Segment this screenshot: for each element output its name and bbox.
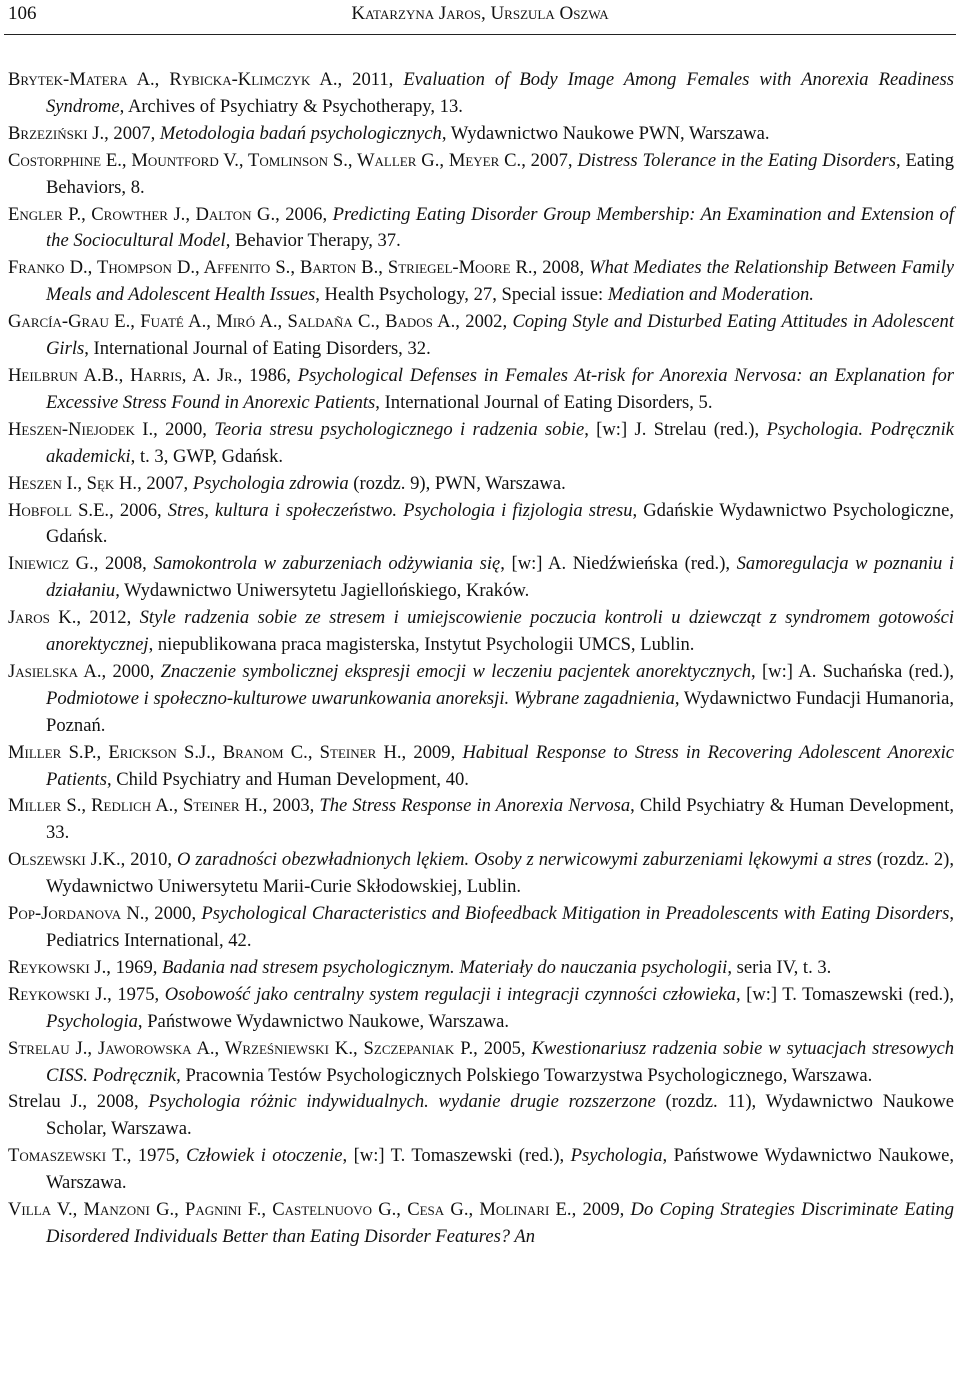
- reference-authors: Reykowski J.: [8, 983, 108, 1005]
- reference-authors: Heilbrun A.B., Harris, A. Jr.: [8, 364, 238, 386]
- reference-authors: Olszewski J.K.: [8, 849, 121, 871]
- reference-year: , 1969,: [106, 956, 163, 978]
- reference-authors: Hobfoll S.E.: [8, 499, 110, 521]
- reference-authors: Reykowski J.: [8, 956, 107, 978]
- reference-entry: [8, 740, 954, 794]
- reference-entry: [8, 309, 954, 363]
- reference-title: Style radzenia sobie ze stresem i umiejscowienie poczucia kontroli u dziewcząt z syndromem gotowości anorektycznej: [46, 607, 955, 656]
- reference-title: Psychologia zdrowia: [192, 472, 349, 494]
- reference-title: Psychologia różnic indywidualnych. wydanie drugie rozszerzone: [148, 1091, 656, 1113]
- reference-title-secondary: Mediation and Moderation.: [607, 284, 814, 306]
- reference-authors: Villa V., Manzoni G., Pagnini F., Castelnuovo G., Cesa G., Molinari E.: [8, 1199, 572, 1221]
- reference-source-secondary: , Wydawnictwo Fundacji Humanoria, Poznań.: [46, 687, 954, 736]
- reference-title: Osobowość jako centralny system regulacji i integracji czynności człowieka: [164, 983, 736, 1005]
- reference-entry: [8, 363, 954, 417]
- reference-title-secondary: Psychologia. Podręcznik akademicki: [46, 418, 955, 467]
- reference-authors: Strelau J., Jaworowska A., Wrześniewski K., Szczepaniak P.: [8, 1037, 474, 1059]
- reference-year: , 2007,: [104, 122, 160, 144]
- running-head: Katarzyna Jaros, Urszula Oszwa: [351, 3, 609, 24]
- reference-year: , 2007,: [137, 472, 193, 494]
- reference-source-secondary: , Państwowe Wydawnictwo Naukowe, Warszawa.: [137, 1010, 509, 1032]
- reference-entry: [8, 148, 954, 202]
- reference-source: , Behavior Therapy, 37.: [225, 230, 401, 252]
- reference-list: [8, 67, 954, 1251]
- reference-source: , Child Psychiatry & Human Development, 33.: [46, 795, 955, 844]
- reference-title: Metodologia badań psychologicznych: [159, 122, 442, 144]
- reference-source: , International Journal of Eating Disorders, 5.: [375, 391, 713, 413]
- reference-entry: [8, 551, 954, 605]
- reference-source: , Health Psychology, 27, Special issue:: [315, 284, 608, 306]
- reference-authors: Costorphine E., Mountford V., Tomlinson S., Waller G., Meyer C.: [8, 149, 522, 171]
- reference-authors: Jaros K.: [8, 607, 77, 629]
- reference-title: The Stress Response in Anorexia Nervosa: [319, 795, 631, 817]
- reference-source: , Archives of Psychiatry & Psychotherapy, 13.: [119, 95, 463, 117]
- reference-authors: Brytek-Matera A., Rybicka-Klimczyk A.: [8, 69, 338, 90]
- reference-title: Kwestionariusz radzenia sobie w sytuacjach stresowych CISS. Podręcznik: [46, 1037, 955, 1086]
- reference-authors: Miller S., Redlich A., Steiner H.: [8, 795, 263, 817]
- reference-authors: Iniewicz G.: [8, 553, 94, 575]
- reference-authors: Miller S.P., Erickson S.J., Branom C., Steiner H.: [8, 741, 402, 763]
- reference-authors: Heszen I., Sęk H.: [8, 472, 138, 494]
- reference-authors: Tomaszewski T.: [8, 1145, 127, 1167]
- reference-entry: [8, 793, 954, 847]
- reference-title: Predicting Eating Disorder Group Membership: An Examination and Extension of the Sociocultural Model: [46, 203, 954, 252]
- reference-source: , [w:] A. Niedźwieńska (red.),: [500, 553, 737, 575]
- reference-entry: [8, 202, 954, 256]
- reference-source: , seria IV, t. 3.: [727, 956, 832, 978]
- reference-title: Coping Style and Disturbed Eating Attitudes in Adolescent Girls: [46, 311, 955, 360]
- reference-entry: [8, 498, 954, 552]
- reference-title: O zaradności obezwładnionych lękiem. Osoby z nerwicowymi zaburzeniami lękowymi a stres: [177, 849, 872, 871]
- reference-title-secondary: Samoregulacja w poznaniu i działaniu: [46, 553, 955, 602]
- reference-authors: Heszen-Niejodek I.: [8, 418, 154, 440]
- reference-source: , Pracownia Testów Psychologicznych Polskiego Towarzystwa Psychologicznego, Warszawa.: [176, 1064, 873, 1086]
- reference-year: , 2006,: [109, 499, 168, 521]
- reference-year: , 2000,: [101, 660, 161, 682]
- header-rule: [4, 34, 956, 35]
- reference-entry: [8, 1036, 954, 1090]
- page-header: [0, 0, 960, 38]
- reference-title: Teoria stresu psychologicznego i radzenia sobie: [214, 418, 585, 440]
- reference-source: , [w:] A. Suchańska (red.),: [751, 660, 955, 682]
- reference-title-secondary: Podmiotowe i społeczno-kulturowe uwarunkowania anoreksji. Wybrane zagadnienia: [46, 687, 675, 709]
- reference-entry: [8, 67, 954, 121]
- reference-source: (rozdz. 11), Wydawnictwo Naukowe Scholar, Warszawa.: [46, 1091, 954, 1140]
- reference-authors: Engler P., Crowther J., Dalton G.: [8, 203, 276, 225]
- reference-source-secondary: , Wydawnictwo Uniwersytetu Jagiellońskiego, Kraków.: [115, 580, 530, 602]
- reference-year: , 2010,: [120, 849, 177, 871]
- reference-entry: [8, 605, 954, 659]
- reference-authors: García-Grau E., Fuaté A., Miró A., Saldaña C., Bados A.: [8, 311, 456, 333]
- reference-year: , 1975,: [126, 1145, 187, 1167]
- reference-year: , 2002,: [455, 311, 513, 333]
- reference-source: (rozdz. 9), PWN, Warszawa.: [348, 472, 566, 494]
- reference-entry: [8, 255, 954, 309]
- reference-authors: Strelau J.: [8, 1091, 83, 1113]
- reference-year: , 2012,: [76, 607, 140, 629]
- reference-source: , Eating Behaviors, 8.: [46, 149, 954, 198]
- reference-title: Badania nad stresem psychologicznym. Materiały do nauczania psychologii: [162, 956, 728, 978]
- reference-source: , Child Psychiatry and Human Development, 40.: [106, 768, 469, 790]
- reference-year: , 2005,: [473, 1037, 532, 1059]
- reference-year: , 1975,: [107, 983, 165, 1005]
- reference-year: , 2000,: [153, 418, 215, 440]
- reference-year: , 1986,: [237, 364, 298, 386]
- reference-year: , 2007,: [521, 149, 578, 171]
- reference-year: , 2003,: [262, 795, 320, 817]
- reference-title: Stres, kultura i społeczeństwo. Psychologia i fizjologia stresu: [167, 499, 633, 521]
- reference-title: Psychological Characteristics and Biofeedback Mitigation in Preadolescents with Eating Disorders: [201, 903, 950, 925]
- reference-title: Psychological Defenses in Females At-risk for Anorexia Nervosa: an Explanation for Excessive Stress Found in Anorexic Patients: [46, 364, 955, 413]
- reference-source-secondary: , t. 3, GWP, Gdańsk.: [130, 445, 284, 467]
- reference-source: , Gdańskie Wydawnictwo Psychologiczne, Gdańsk.: [46, 499, 954, 548]
- reference-source: (rozdz. 2), Wydawnictwo Uniwersytetu Marii-Curie Skłodowskiej, Lublin.: [46, 849, 954, 898]
- reference-year: , 2006,: [275, 203, 333, 225]
- reference-title: Distress Tolerance in the Eating Disorders: [577, 149, 896, 171]
- reference-year: , 2009,: [571, 1199, 631, 1221]
- reference-title: Habitual Response to Stress in Recovering Adolescent Anorexic Patients: [46, 741, 955, 790]
- reference-source: , International Journal of Eating Disorders, 32.: [84, 338, 431, 360]
- reference-entry: [8, 121, 954, 148]
- reference-year: , 2008,: [93, 553, 154, 575]
- reference-entry: [8, 955, 954, 982]
- page-number: 106: [8, 3, 37, 24]
- reference-title: Samokontrola w zaburzeniach odżywiania się: [153, 553, 501, 575]
- reference-authors: Pop-Jordanova N.: [8, 903, 145, 925]
- reference-authors: Brzeziński J.: [8, 122, 105, 144]
- reference-title: Do Coping Strategies Discriminate Eating Disordered Individuals Better than Eating Disorder Features? An: [46, 1199, 954, 1247]
- reference-title-secondary: Psychologia: [570, 1145, 663, 1167]
- reference-entry: [8, 417, 954, 471]
- reference-entry: [8, 847, 954, 901]
- reference-entry: [8, 659, 954, 740]
- reference-source: , Pediatrics International, 42.: [46, 903, 954, 951]
- reference-year: , 2008,: [82, 1091, 149, 1113]
- reference-entry: [8, 901, 954, 955]
- reference-authors: Jasielska A.: [8, 660, 102, 682]
- reference-entry: [8, 1089, 954, 1143]
- reference-title: Znaczenie symbolicznej ekspresji emocji w leczeniu pacjentek anorektycznych: [160, 660, 751, 682]
- reference-entry: [8, 1143, 954, 1197]
- reference-source: , [w:] T. Tomaszewski (red.),: [735, 983, 954, 1005]
- reference-source: , [w:] J. Strelau (red.),: [584, 418, 767, 440]
- reference-entry: [8, 982, 954, 1036]
- reference-authors: Franko D., Thompson D., Affenito S., Barton B., Striegel-Moore R.: [8, 257, 533, 279]
- reference-source: , niepublikowana praca magisterska, Instytut Psychologii UMCS, Lublin.: [148, 634, 695, 656]
- reference-year: , 2011,: [337, 69, 404, 90]
- reference-entry: [8, 1197, 954, 1251]
- reference-year: , 2008,: [532, 257, 590, 279]
- reference-title: Evaluation of Body Image Among Females with Anorexia Readiness Syndrome: [46, 69, 955, 117]
- reference-title-secondary: Psychologia: [46, 1010, 138, 1032]
- reference-source: , Wydawnictwo Naukowe PWN, Warszawa.: [441, 122, 770, 144]
- reference-year: , 2000,: [144, 903, 202, 925]
- reference-title: Człowiek i otoczenie: [186, 1145, 343, 1167]
- reference-source-secondary: , Państwowe Wydawnictwo Naukowe, Warszawa.: [46, 1145, 955, 1194]
- reference-title: What Mediates the Relationship Between Family Meals and Adolescent Health Issues: [46, 257, 954, 306]
- reference-source: , [w:] T. Tomaszewski (red.),: [342, 1145, 571, 1167]
- reference-year: , 2009,: [401, 741, 463, 763]
- reference-entry: [8, 471, 954, 498]
